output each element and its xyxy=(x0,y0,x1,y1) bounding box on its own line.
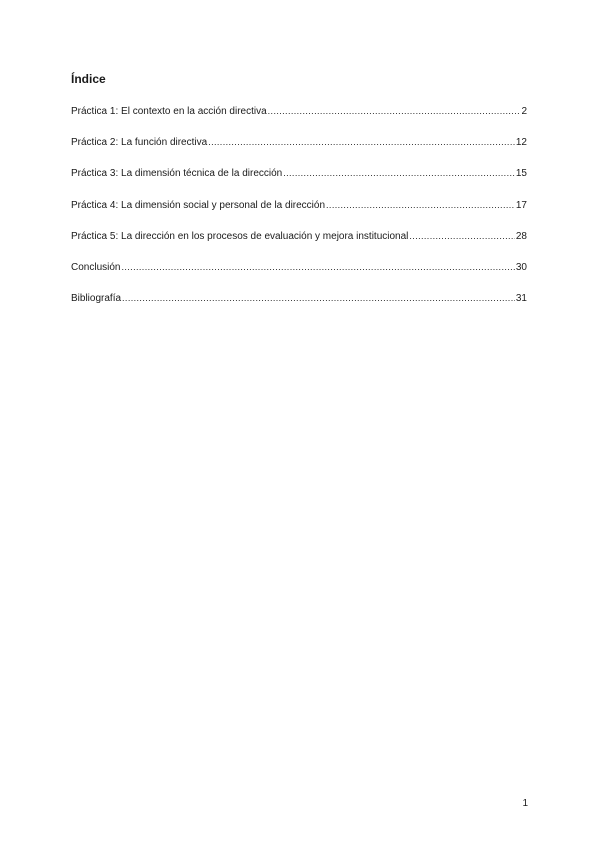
toc-entry-page: 30 xyxy=(515,261,527,273)
toc-entry-label: Práctica 3: La dimensión técnica de la dirección xyxy=(71,168,283,180)
toc-entry-label: Práctica 4: La dimensión social y personal de la dirección xyxy=(71,199,326,211)
page-number: 1 xyxy=(522,798,528,809)
toc-entry[interactable] xyxy=(71,229,527,260)
toc-entry[interactable] xyxy=(71,135,527,166)
toc-entry-page: 2 xyxy=(521,106,527,117)
toc-entry[interactable] xyxy=(71,104,527,135)
toc-entry[interactable] xyxy=(71,291,527,322)
toc-leader-dots xyxy=(409,229,514,244)
toc-entry-label: Práctica 5: La dirección en los procesos de evaluación y mejora institucional xyxy=(71,230,409,242)
toc-entry-page: 31 xyxy=(515,293,527,305)
toc-leader-dots xyxy=(268,104,521,119)
toc-leader-dots xyxy=(121,260,514,275)
toc-list xyxy=(71,104,527,322)
toc-entry-page: 15 xyxy=(515,168,527,180)
toc-leader-dots xyxy=(326,198,515,213)
toc-entry[interactable] xyxy=(71,166,527,197)
toc-leader-dots xyxy=(122,291,515,306)
toc-entry[interactable] xyxy=(71,260,527,291)
toc-entry-label: Bibliografía xyxy=(71,293,122,305)
toc-leader-dots xyxy=(283,166,515,181)
toc-entry-page: 12 xyxy=(515,137,527,149)
toc-entry-page: 28 xyxy=(515,230,527,242)
toc-leader-dots xyxy=(208,135,515,150)
toc-entry-page: 17 xyxy=(515,199,527,211)
toc-entry-label: Conclusión xyxy=(71,261,121,273)
toc-entry-label: Práctica 1: El contexto en la acción directiva xyxy=(71,106,267,117)
toc-entry[interactable] xyxy=(71,198,527,229)
toc-title: Índice xyxy=(71,72,106,86)
toc-entry-label: Práctica 2: La función directiva xyxy=(71,137,208,149)
